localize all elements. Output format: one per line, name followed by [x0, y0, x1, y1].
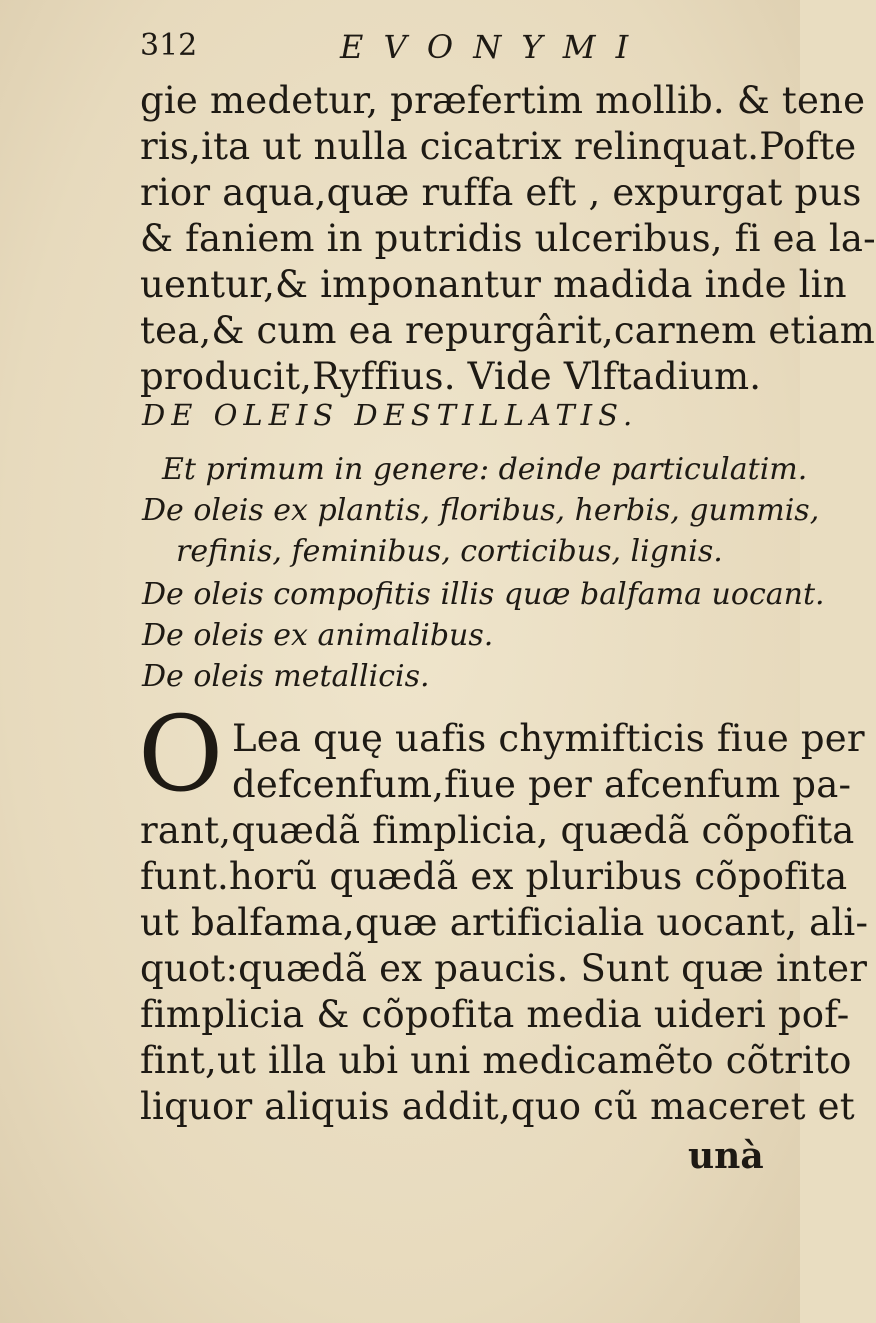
section-title: DE OLEIS DESTILLATIS.: [142, 398, 639, 432]
text-line: fint,ut illa ubi uni medicamẽto cõtrito: [140, 1039, 852, 1082]
toc-entry: De oleis metallicis.: [142, 659, 430, 694]
toc-entry: De oleis compofitis illis quæ balfama uocant.: [142, 577, 825, 612]
text-line: rant,quædã fimplicia, quædã cõpofita: [140, 809, 855, 852]
text-line: defcenfum,fiue per afcenfum pa-: [232, 763, 852, 806]
text-line: producit,Ryffius. Vide Vlftadium.: [140, 355, 762, 398]
page-number: 312: [140, 28, 198, 63]
text-line: liquor aliquis addit,quo cũ maceret et: [140, 1085, 855, 1128]
text-line: ris,ita ut nulla cicatrix relinquat.Pofte: [140, 125, 857, 168]
catchword: unà: [688, 1135, 764, 1177]
text-line: uentur,& imponantur madida inde lin: [140, 263, 847, 306]
text-line: tea,& cum ea repurgârit,carnem etiam: [140, 309, 876, 352]
toc-entry: Et primum in genere: deinde particulatim.: [162, 452, 808, 487]
toc-entry: refinis, feminibus, corticibus, lignis.: [176, 534, 723, 569]
text-line: Lea quę uafis chymifticis fiue per: [232, 717, 865, 760]
toc-entry: De oleis ex plantis, floribus, herbis, gummis,: [142, 493, 820, 528]
text-line: fimplicia & cõpofita media uideri pof-: [140, 993, 850, 1036]
toc-entry: De oleis ex animalibus.: [142, 618, 494, 653]
drop-cap-initial: O: [138, 693, 224, 815]
text-line: quot:quædã ex paucis. Sunt quæ inter: [140, 947, 868, 990]
text-line: gie medetur, præfertim mollib. & tene: [140, 79, 866, 122]
text-line: funt.horũ quædã ex pluribus cõpofita: [140, 855, 848, 898]
text-line: rior aqua,quæ ruffa eft , expurgat pus: [140, 171, 862, 214]
text-line: & faniem in putridis ulceribus, fi ea la-: [140, 217, 876, 260]
running-title: E V O N Y M I: [340, 28, 634, 66]
text-line: ut balfama,quæ artificialia uocant, ali-: [140, 901, 869, 944]
